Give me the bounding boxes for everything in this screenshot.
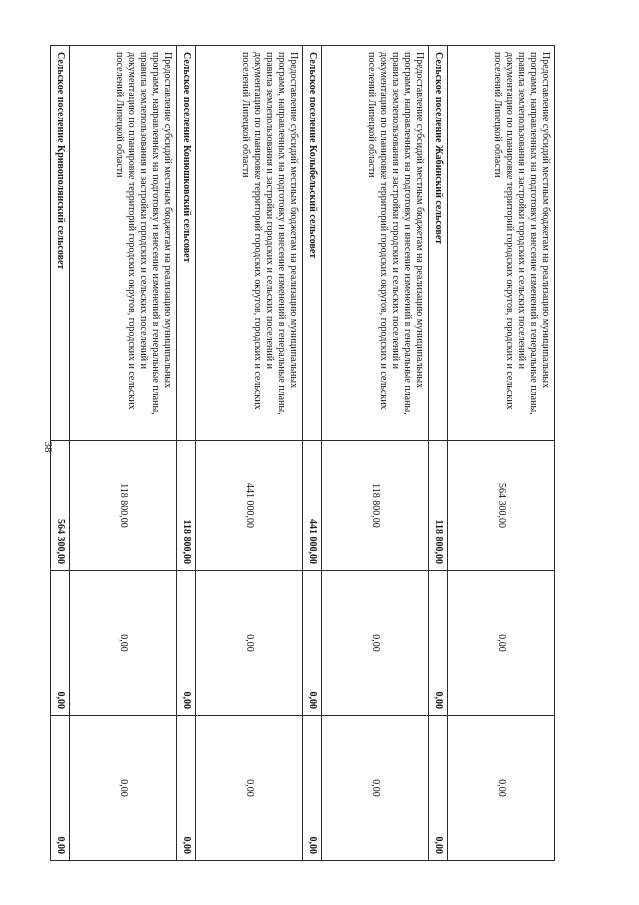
row-value-3: 0,00 [177, 716, 196, 861]
table-row [196, 46, 303, 861]
row-value-3: 0,00 [448, 716, 555, 861]
row-value-2: 0,00 [303, 571, 322, 716]
table-row-settlement [429, 46, 448, 861]
row-value-1: 441 000,00 [303, 441, 322, 571]
row-value-3: 0,00 [51, 716, 70, 861]
budget-table-container [55, 45, 555, 860]
table-row [448, 46, 555, 861]
rotated-table-frame [55, 45, 555, 860]
row-value-1: 441 000,00 [196, 441, 303, 571]
row-value-2: 0,00 [177, 571, 196, 716]
row-value-2: 0,00 [448, 571, 555, 716]
row-value-1: 118 800,00 [177, 441, 196, 571]
row-value-3: 0,00 [303, 716, 322, 861]
row-name: Сельское поселение Конюшковский сельсовет [177, 46, 196, 441]
row-value-3: 0,00 [196, 716, 303, 861]
row-value-3: 0,00 [70, 716, 177, 861]
table-row-settlement [177, 46, 196, 861]
row-name: Сельское поселение Кривополянский сельсовет [51, 46, 70, 441]
row-value-2: 0,00 [51, 571, 70, 716]
row-value-1: 118 800,00 [322, 441, 429, 571]
page-number: 38 [42, 441, 54, 453]
row-name: Сельское поселение Колыбельский сельсовет [303, 46, 322, 441]
row-name: Предоставление субсидий местным бюджетам на реализацию муниципальных программ, направленных на подготовку и внесение изменений в генеральные планы, правила землепользования и застройки городских и сельских поселений и документацию по планировке территорий городских округов, городских и сельских поселений Липецкой области [196, 46, 303, 441]
row-value-2: 0,00 [70, 571, 177, 716]
table-row-settlement [303, 46, 322, 861]
budget-table [50, 45, 555, 861]
row-name: Предоставление субсидий местным бюджетам на реализацию муниципальных программ, направленных на подготовку и внесение изменений в генеральные планы, правила землепользования и застройки городских и сельских поселений и документацию по планировке территорий городских округов, городских и сельских поселений Липецкой области [448, 46, 555, 441]
table-row [70, 46, 177, 861]
row-value-1: 564 300,00 [448, 441, 555, 571]
table-row-settlement [51, 46, 70, 861]
row-value-2: 0,00 [322, 571, 429, 716]
row-name: Предоставление субсидий местным бюджетам на реализацию муниципальных программ, направленных на подготовку и внесение изменений в генеральные планы, правила землепользования и застройки городских и сельских поселений и документацию по планировке территорий городских округов, городских и сельских поселений Липецкой области [70, 46, 177, 441]
row-value-2: 0,00 [429, 571, 448, 716]
row-value-1: 118 800,00 [70, 441, 177, 571]
row-value-2: 0,00 [196, 571, 303, 716]
row-value-1: 118 800,00 [429, 441, 448, 571]
row-value-3: 0,00 [429, 716, 448, 861]
row-name: Предоставление субсидий местным бюджетам на реализацию муниципальных программ, направленных на подготовку и внесение изменений в генеральные планы, правила землепользования и застройки городских и сельских поселений и документацию по планировке территорий городских округов, городских и сельских поселений Липецкой области [322, 46, 429, 441]
table-row [322, 46, 429, 861]
row-name: Сельское поселение Жабинский сельсовет [429, 46, 448, 441]
row-value-1: 564 300,00 [51, 441, 70, 571]
row-value-3: 0,00 [322, 716, 429, 861]
